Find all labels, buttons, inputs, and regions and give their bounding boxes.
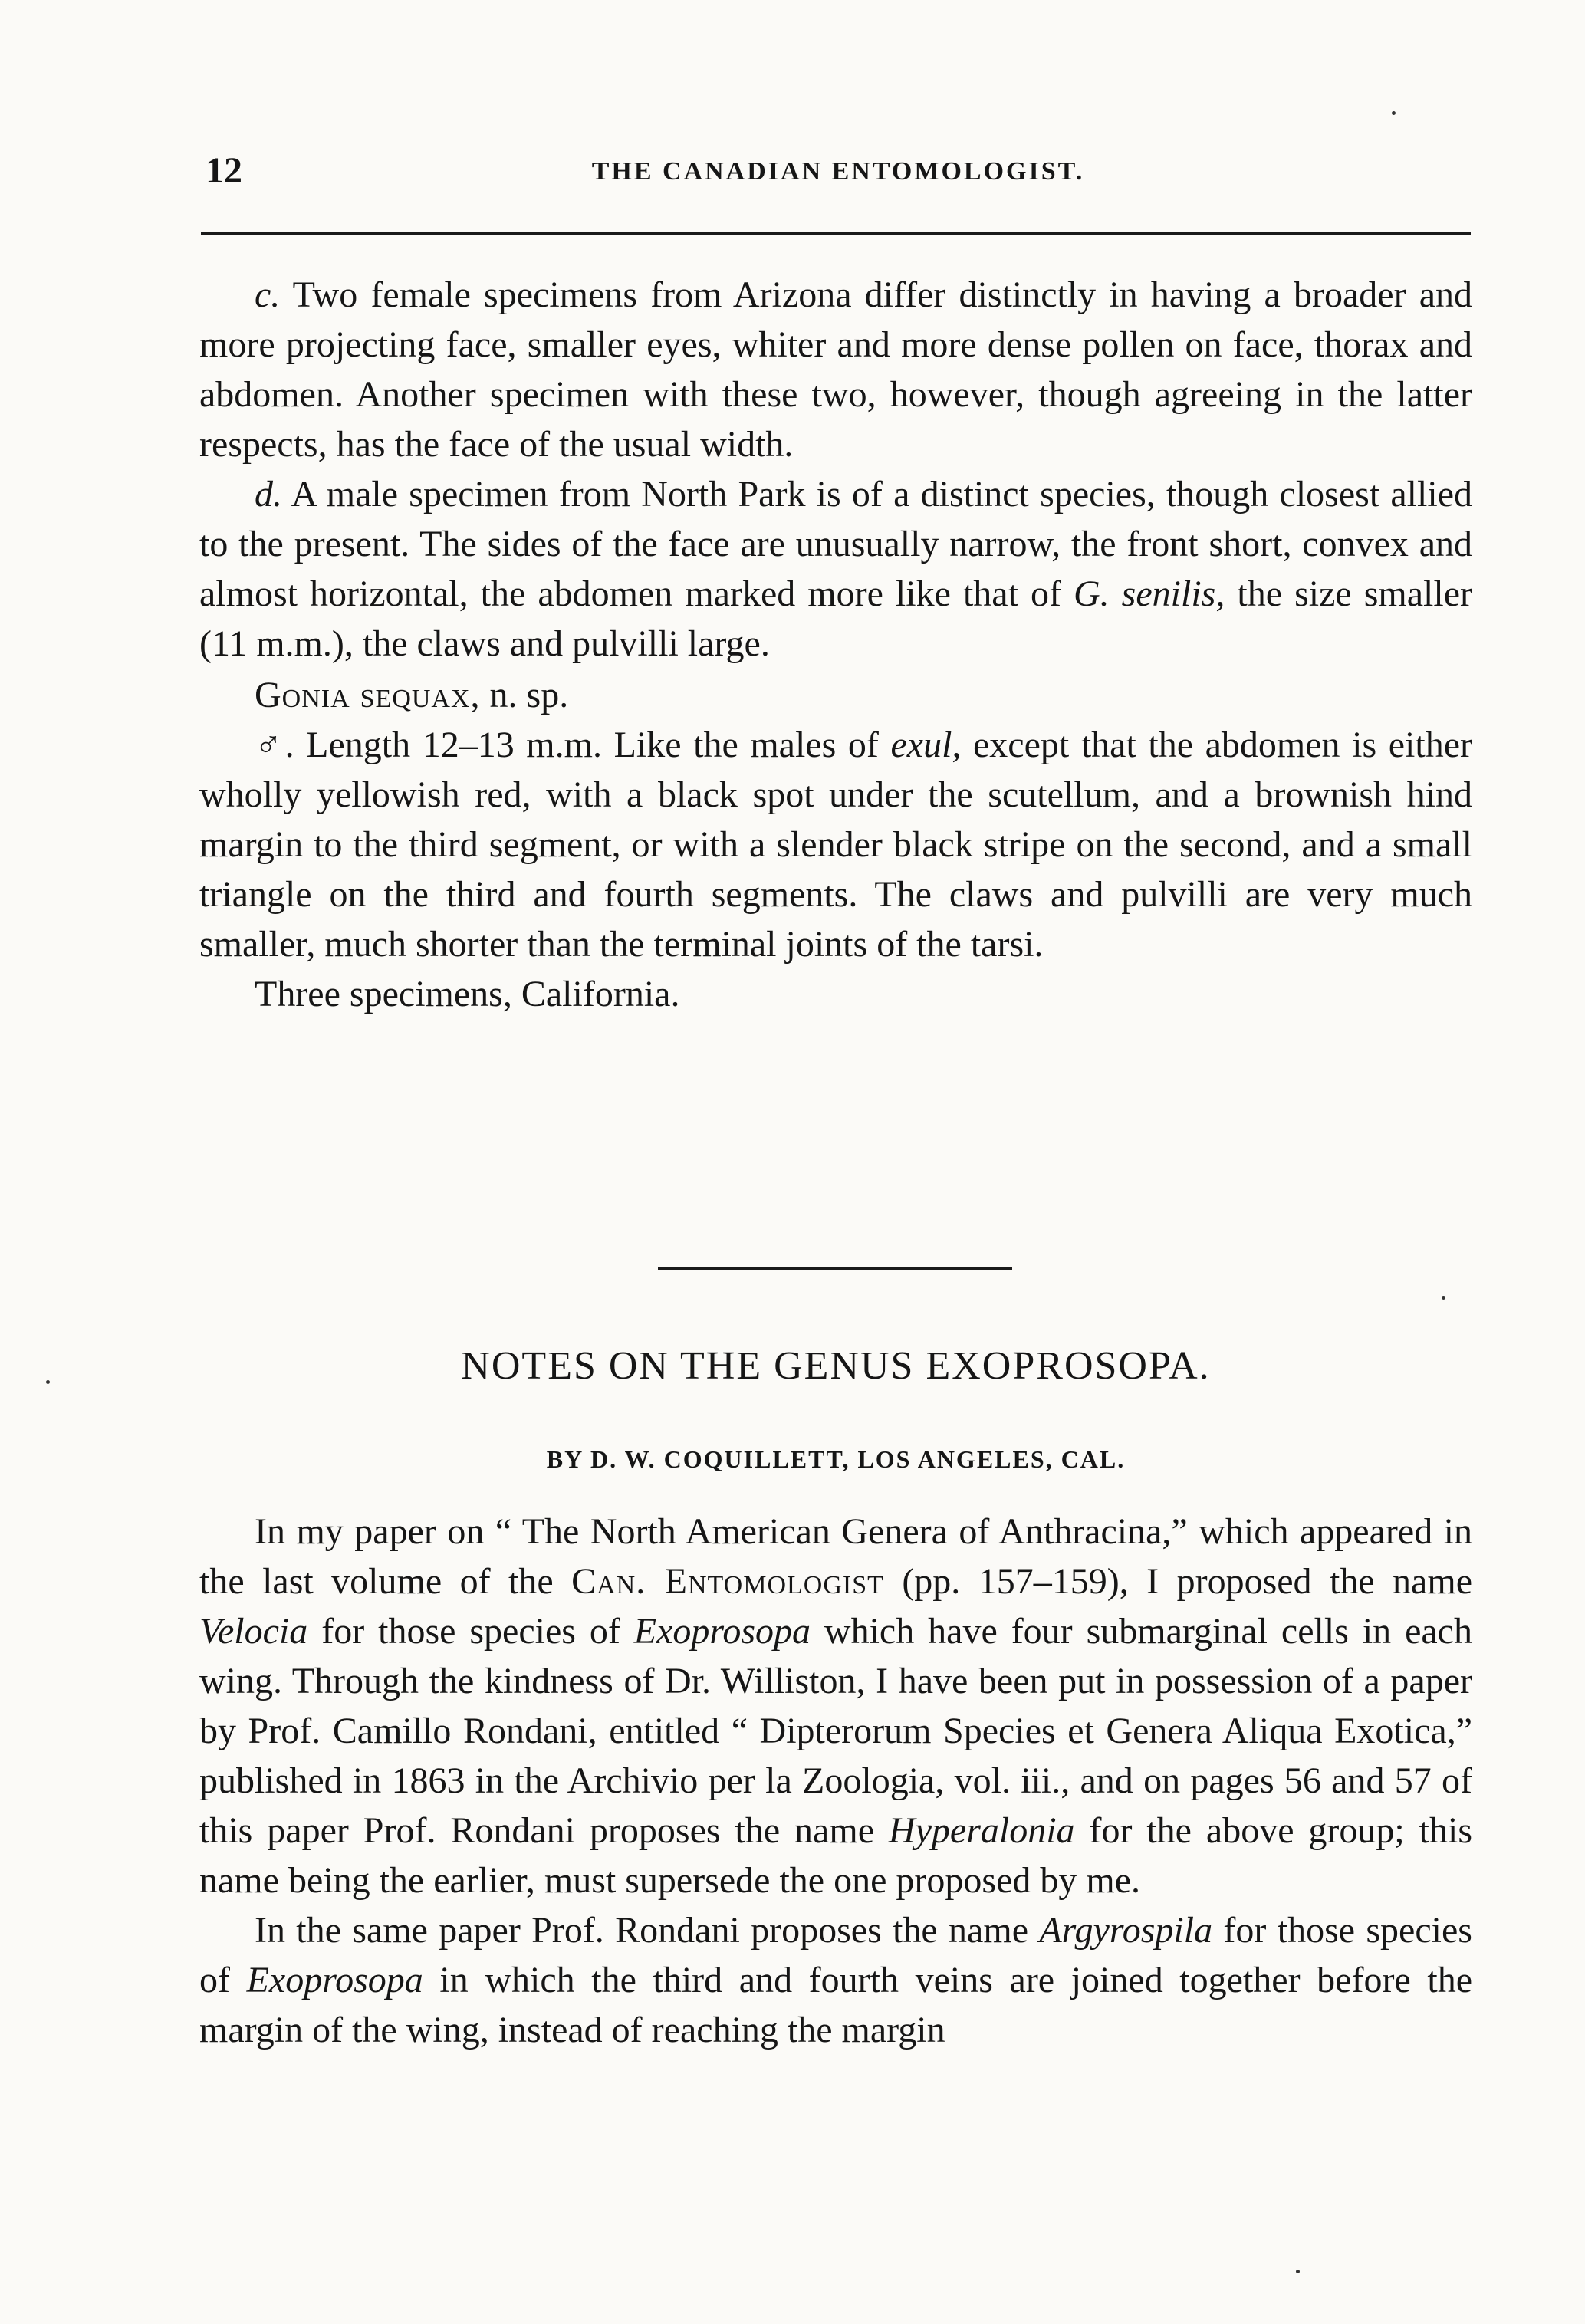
scan-speck <box>1296 2270 1300 2273</box>
genus-name: Velocia <box>199 1611 308 1652</box>
article-paragraph-1 <box>199 1507 1472 1905</box>
genus-name: Exoprosopa <box>246 1960 423 2000</box>
section-gonia <box>199 270 1472 1019</box>
para-text: except that the abdomen is either wholly yellowish red, with a black spot under the scutellum, and a brownish hind margin to the third segment, or with a slender black stripe on the second, and a small triangle on the third and fourth segments. The claws and pulvilli are very much smaller, much shorter than the terminal joints of the tarsi. <box>199 725 1473 965</box>
species-genus-name: Gonia sequax, <box>255 675 481 715</box>
journal-name: Can. Entomologist <box>571 1561 884 1602</box>
paragraph-c <box>199 270 1472 469</box>
section-divider <box>658 1267 1012 1270</box>
scan-speck <box>1392 111 1396 115</box>
species-heading <box>199 670 1472 720</box>
species-suffix: n. sp. <box>480 675 569 715</box>
page-number: 12 <box>206 150 242 191</box>
para-text: the size smaller (11 m.m.), the claws and pulvilli large. <box>199 574 1473 664</box>
para-text: In the same paper Prof. Rondani proposes the name <box>255 1910 1040 1951</box>
species-name: G. senilis, <box>1073 574 1225 614</box>
header-rule <box>201 232 1471 235</box>
para-text: for those species of <box>307 1611 634 1652</box>
para-text: for those species of <box>199 1910 1472 2000</box>
para-label: d. <box>255 474 282 514</box>
para-text: for the above group; this name being the earlier, must supersede the one proposed by me. <box>199 1810 1473 1901</box>
para-text: in which the third and fourth veins are joined together before the margin of the wing, instead of reaching the margin <box>199 1960 1473 2050</box>
para-text: which have four submarginal cells in each wing. Through the kindness of Dr. Williston, I have been put in possession of a paper by Prof. Camillo Rondani, entitled “ Dipterorum Species et Genera Aliqua Exotica,” published in 1863 in the Archivio per la Zoologia, vol. iii., and on pages 56 and 57 of this paper Prof. Rondani proposes the name <box>199 1611 1472 1851</box>
article-byline: BY D. W. COQUILLETT, LOS ANGELES, CAL. <box>546 1445 1126 1473</box>
male-symbol: ♂ <box>255 725 285 765</box>
running-title: THE CANADIAN ENTOMOLOGIST. <box>591 157 1085 186</box>
para-text: In my paper on “ The North American Genera of Anthracina,” which appeared in the last volume of the <box>199 1511 1472 1602</box>
page-header <box>206 150 1471 203</box>
species-name: exul, <box>890 725 962 765</box>
article-title: NOTES ON THE GENUS EXOPROSOPA. <box>461 1344 1211 1388</box>
specimens-note: Three specimens, California. <box>255 974 680 1014</box>
genus-name: Argyrospila <box>1039 1910 1213 1951</box>
para-text: Two female specimens from Arizona differ distinctly in having a broader and more projecting face, smaller eyes, whiter and more dense pollen on face, thorax and abdomen. Another specimen with these two, however, though agreeing in the latter respects, has the face of the usual width. <box>199 274 1472 465</box>
scan-speck <box>46 1380 50 1384</box>
article-paragraph-2 <box>199 1905 1472 2055</box>
para-text: (pp. 157–159), I proposed the name <box>883 1561 1472 1602</box>
genus-name: Hyperalonia <box>888 1810 1075 1851</box>
para-text: . Length 12–13 m.m. Like the males of <box>284 725 891 765</box>
para-label: c. <box>255 274 281 315</box>
article-body <box>199 1507 1472 2055</box>
para-text: A male specimen from North Park is of a distinct species, though closest allied to the present. The sides of the face are unusually narrow, the front short, convex and almost horizontal, the abdomen marked more like that of <box>199 474 1472 614</box>
genus-name: Exoprosopa <box>633 1611 811 1652</box>
scan-speck <box>1442 1296 1445 1300</box>
species-description <box>199 720 1472 969</box>
paragraph-d <box>199 469 1472 669</box>
